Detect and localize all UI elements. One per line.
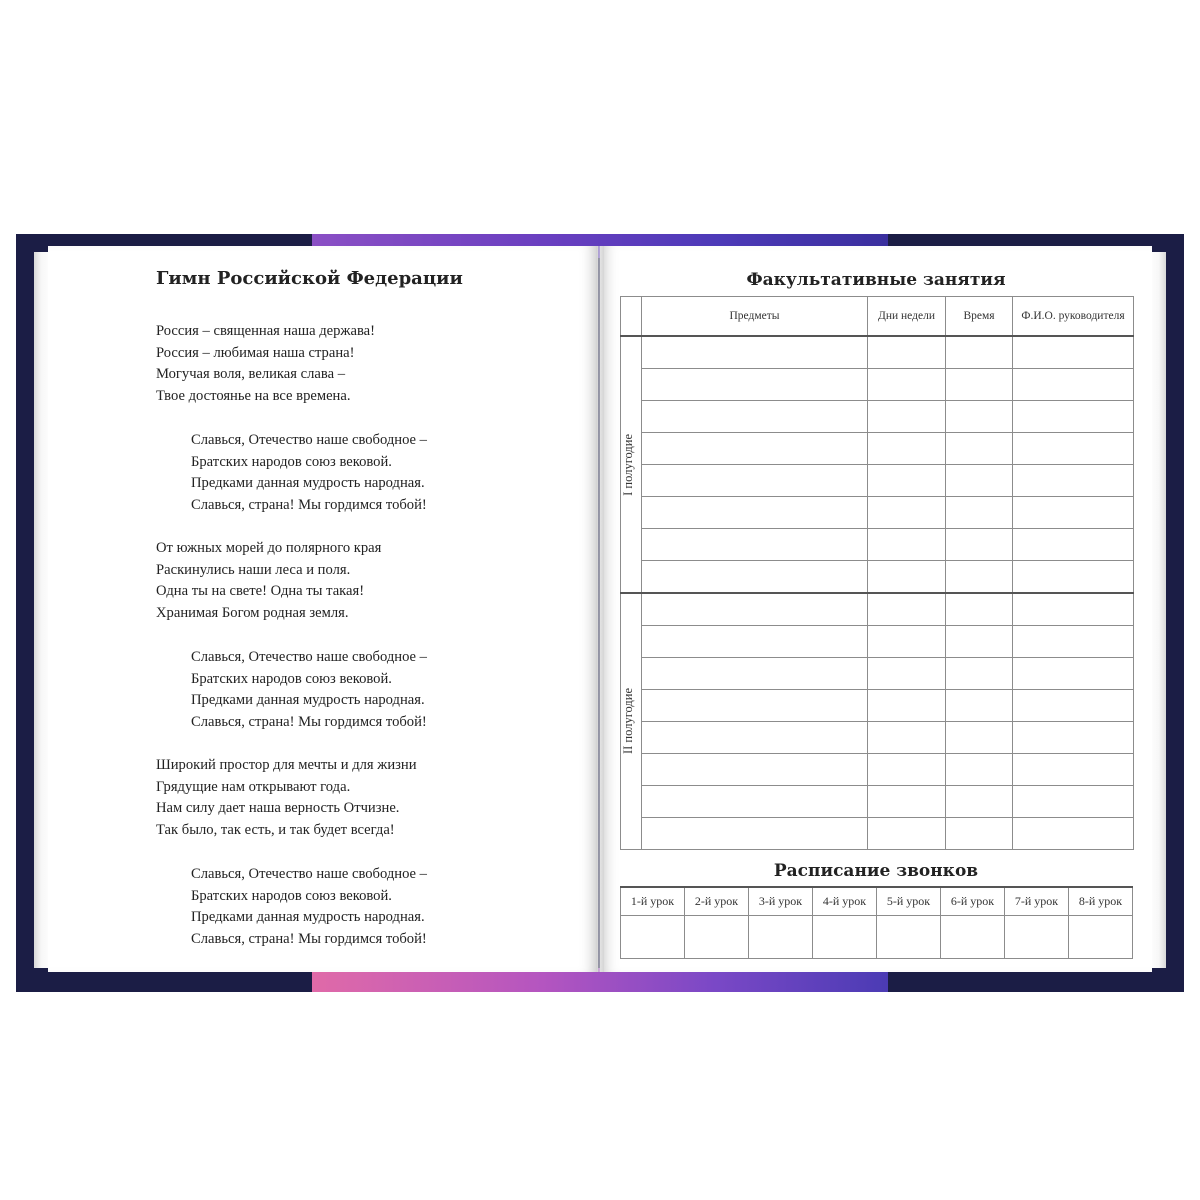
table-cell[interactable] [868,818,946,850]
table-cell[interactable] [1013,818,1134,850]
stanza-line: Братских народов союз вековой. [191,887,392,904]
table-cell[interactable] [946,690,1013,722]
electives-table [620,296,1134,850]
bell-time-cell[interactable] [1005,916,1069,959]
stanza-line: Предками данная мудрость народная. [191,909,425,926]
lesson-header: 8-й урок [1069,887,1133,916]
table-cell[interactable] [1013,465,1134,497]
stanza-1 [156,321,375,408]
stanza-line: Россия – священная наша держава! [156,323,375,339]
stanza-line: Одна ты на свете! Одна ты такая! [156,583,365,600]
table-cell[interactable] [642,369,868,401]
table-cell[interactable] [868,658,946,690]
header-time: Время [946,297,1013,337]
table-cell[interactable] [642,401,868,433]
table-cell[interactable] [868,754,946,786]
table-cell[interactable] [1013,529,1134,561]
lesson-header: 4-й урок [813,887,877,916]
bell-time-cell[interactable] [749,916,813,959]
table-cell[interactable] [1013,369,1134,401]
table-cell[interactable] [946,658,1013,690]
table-cell[interactable] [946,754,1013,786]
stanza-line: Славься, Отечество наше свободное – [191,432,427,448]
table-cell[interactable] [642,658,868,690]
table-cell[interactable] [868,626,946,658]
table-cell[interactable] [946,369,1013,401]
table-cell[interactable] [642,722,868,754]
table-cell[interactable] [642,754,868,786]
table-cell[interactable] [1013,497,1134,529]
book-gutter [596,246,604,972]
table-cell[interactable] [642,465,868,497]
stanza-line: Хранимая Богом родная земля. [156,605,349,622]
stanza-line: Грядущие нам открывают года. [156,778,351,795]
table-cell[interactable] [946,497,1013,529]
header-teacher: Ф.И.О. руководителя [1013,297,1134,337]
bells-table [620,886,1133,959]
stanza-line: Предками данная мудрость народная. [191,692,425,709]
table-cell[interactable] [946,529,1013,561]
table-cell[interactable] [868,369,946,401]
header-blank [621,297,642,337]
table-cell[interactable] [1013,561,1134,594]
stanza-line: Славься, Отечество наше свободное – [191,649,427,665]
stanza-line: Славься, страна! Мы гордимся тобой! [191,714,427,731]
table-cell[interactable] [946,561,1013,594]
bells-title: Расписание звонков [773,861,979,881]
table-cell[interactable] [642,433,868,465]
table-cell[interactable] [642,529,868,561]
lesson-header: 7-й урок [1005,887,1069,916]
stanza-line: Широкий простор для мечты и для жизни [156,757,417,773]
stanza-line: Славься, страна! Мы гордимся тобой! [191,931,427,948]
bell-time-cell[interactable] [685,916,749,959]
stanza-line: Россия – любимая наша страна! [156,344,355,361]
table-cell[interactable] [946,433,1013,465]
lesson-header: 3-й урок [749,887,813,916]
bell-time-cell[interactable] [813,916,877,959]
bell-time-cell[interactable] [1069,916,1133,959]
lesson-header: 5-й урок [877,887,941,916]
table-cell[interactable] [1013,401,1134,433]
stanza-2 [156,538,381,625]
stanza-line: Твое достоянье на все времена. [156,388,351,405]
table-cell[interactable] [1013,722,1134,754]
table-cell[interactable] [642,818,868,850]
table-cell[interactable] [1013,593,1134,626]
table-cell[interactable] [868,561,946,594]
stanza-line: Предками данная мудрость народная. [191,475,425,492]
table-cell[interactable] [1013,336,1134,369]
electives-title: Факультативные занятия [746,270,1006,290]
stanza-line: Раскинулись наши леса и поля. [156,561,351,578]
table-cell[interactable] [868,529,946,561]
table-cell[interactable] [868,786,946,818]
header-days: Дни недели [868,297,946,337]
bell-time-cell[interactable] [877,916,941,959]
lesson-header: 6-й урок [941,887,1005,916]
table-cell[interactable] [946,626,1013,658]
chorus-2 [191,647,427,734]
table-cell[interactable] [868,593,946,626]
table-cell[interactable] [946,336,1013,369]
table-cell[interactable] [1013,690,1134,722]
table-cell[interactable] [868,465,946,497]
table-cell[interactable] [642,626,868,658]
table-cell[interactable] [642,690,868,722]
table-cell[interactable] [946,786,1013,818]
table-cell[interactable] [642,336,868,369]
stanza-line: Братских народов союз вековой. [191,453,392,470]
stanza-line: Славься, страна! Мы гордимся тобой! [191,497,427,514]
table-cell[interactable] [868,433,946,465]
table-cell[interactable] [642,593,868,626]
anthem-title: Гимн Российской Федерации [156,268,463,289]
table-cell[interactable] [1013,754,1134,786]
table-cell[interactable] [946,465,1013,497]
table-cell[interactable] [642,497,868,529]
stanza-line: Могучая воля, великая слава – [156,366,345,383]
stanza-3 [156,755,417,842]
table-cell[interactable] [946,818,1013,850]
table-cell[interactable] [1013,786,1134,818]
table-cell[interactable] [1013,658,1134,690]
table-cell[interactable] [868,722,946,754]
table-cell[interactable] [946,722,1013,754]
header-subjects: Предметы [642,297,868,337]
stanza-line: Братских народов союз вековой. [191,670,392,687]
half1-cell [621,336,642,593]
table-cell[interactable] [642,786,868,818]
half1-label: I полугодие [621,433,635,496]
table-cell[interactable] [1013,626,1134,658]
bell-time-cell[interactable] [941,916,1005,959]
half2-label: II полугодие [621,688,635,755]
table-cell[interactable] [868,336,946,369]
table-cell[interactable] [868,690,946,722]
half2-cell [621,593,642,850]
stanza-line: Так было, так есть, и так будет всегда! [156,822,395,839]
table-cell[interactable] [642,561,868,594]
table-cell[interactable] [946,401,1013,433]
table-cell[interactable] [868,497,946,529]
stanza-line: Нам силу дает наша верность Отчизне. [156,800,400,817]
chorus-3 [191,864,427,951]
table-cell[interactable] [1013,433,1134,465]
lesson-header: 1-й урок [621,887,685,916]
table-cell[interactable] [946,593,1013,626]
lesson-header: 2-й урок [685,887,749,916]
bell-time-cell[interactable] [621,916,685,959]
chorus-1 [191,430,427,517]
stanza-line: От южных морей до полярного края [156,540,382,556]
stanza-line: Славься, Отечество наше свободное – [191,866,427,882]
table-cell[interactable] [868,401,946,433]
